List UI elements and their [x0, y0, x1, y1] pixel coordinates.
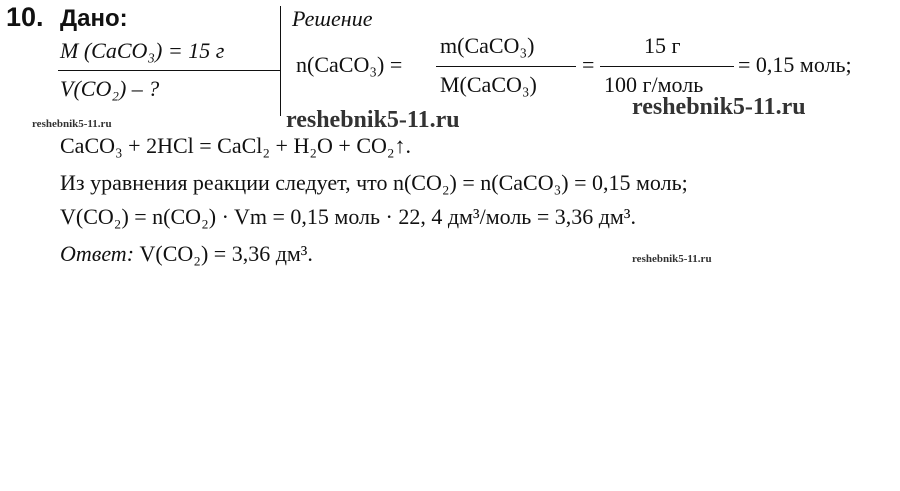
watermark-small-left: reshebnik5-11.ru [32, 118, 112, 130]
moles-formula-lhs: n(CaCO₃) = [296, 52, 403, 77]
equals-sign: = [582, 52, 595, 77]
answer-line [60, 241, 313, 267]
value-numerator: 15 г [644, 33, 681, 58]
reaction-equation: CaCO₃ + 2HCl = CaCl₂ + H₂O + CO₂↑. [60, 133, 412, 158]
answer-label: Ответ: [60, 241, 135, 266]
answer-value: V(CO₂) = 3,36 дм³. [139, 241, 313, 266]
problem-number: 10. [6, 2, 44, 32]
molar-mass-denominator: M(CaCO₃) [440, 72, 537, 97]
fraction-line-formula [436, 66, 576, 67]
reaction-conclusion: Из уравнения реакции следует, что n(CO₂) = n(CaCO₃) = 0,15 моль; [60, 170, 688, 195]
given-known-value: M (CaCO₃) = 15 г [60, 38, 225, 63]
watermark-large-center: reshebnik5-11.ru [286, 107, 460, 133]
given-divider [58, 70, 280, 71]
watermark-small-bottom: reshebnik5-11.ru [632, 253, 712, 265]
watermark-large-right: reshebnik5-11.ru [632, 94, 806, 120]
mass-numerator: m(CaCO₃) [440, 33, 535, 58]
section-separator [280, 6, 281, 116]
moles-result: = 0,15 моль; [738, 52, 852, 77]
value-denominator: 100 г/моль [604, 72, 704, 97]
solution-heading: Решение [292, 6, 373, 31]
fraction-line-values [600, 66, 734, 67]
given-unknown-value: V(CO₂) – ? [60, 76, 160, 101]
given-heading: Дано: [60, 5, 128, 32]
volume-calculation: V(CO₂) = n(CO₂) · Vm = 0,15 моль · 22, 4 дм³/моль = 3,36 дм³. [60, 204, 636, 229]
